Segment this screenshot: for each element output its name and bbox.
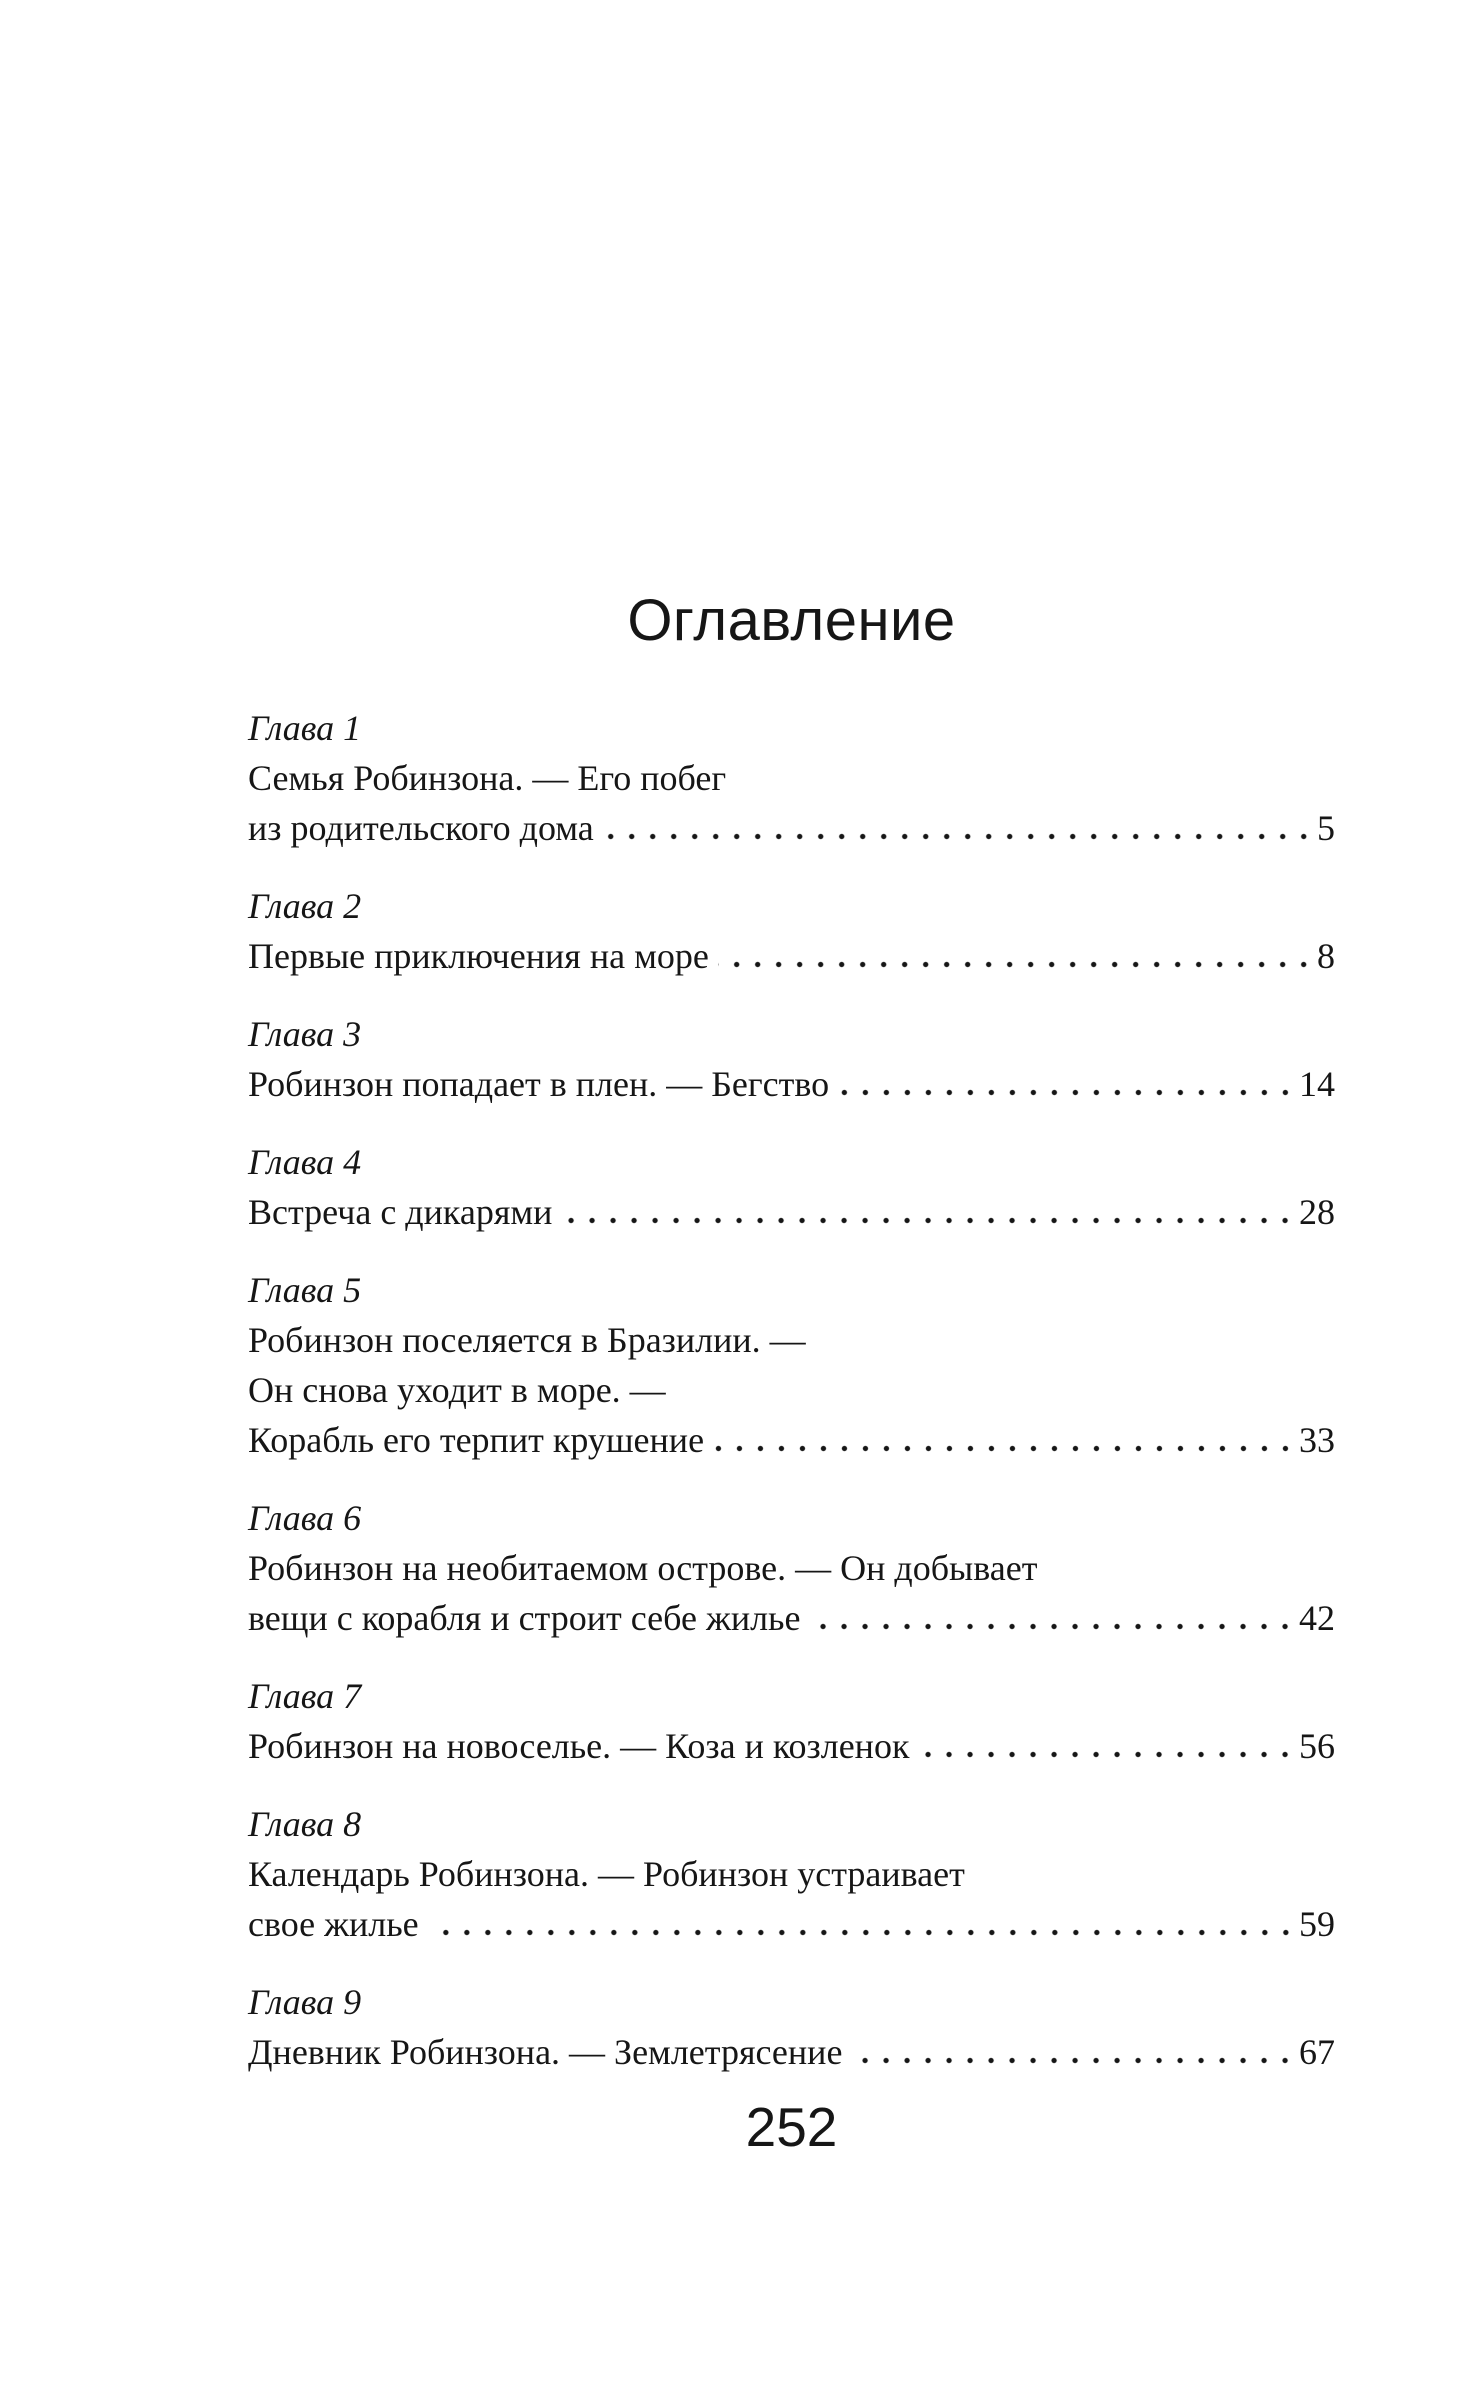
toc-line-with-page: [248, 931, 1335, 981]
toc-page-number: 59: [1299, 1904, 1335, 1944]
dot-leader: [851, 2057, 1296, 2064]
dot-leader: [561, 1217, 1296, 1224]
toc-entry-title: Робинзон попадает в плен. — Бегство: [248, 1064, 830, 1104]
toc-page-number: 8: [1317, 936, 1335, 976]
toc-entry: [248, 1265, 1335, 1465]
toc-wrapped-line: Семья Робинзона. — Его побег: [248, 758, 727, 798]
toc-wrapped-line: Календарь Робинзона. — Робинзон устраивает: [248, 1854, 965, 1894]
dot-leader: [713, 1445, 1296, 1452]
folio-page-number: 252: [745, 2096, 838, 2158]
toc-entry: [248, 1137, 1335, 1237]
toc-line-with-page: [248, 803, 1335, 853]
chapter-heading: Глава 4: [248, 1142, 362, 1182]
toc-line-with-page: [248, 1059, 1335, 1109]
chapter-heading: Глава 6: [248, 1498, 362, 1538]
toc-list: [248, 703, 1335, 2105]
toc-page-number: 33: [1299, 1420, 1335, 1460]
toc-entry: [248, 881, 1335, 981]
toc-page-number: 67: [1299, 2032, 1335, 2072]
dot-leader: [918, 1751, 1296, 1758]
toc-entry: [248, 1799, 1335, 1949]
toc-entry-title: Дневник Робинзона. — Землетрясение: [248, 2032, 843, 2072]
chapter-heading: Глава 2: [248, 886, 362, 926]
toc-entry-title: Робинзон на новоселье. — Коза и козленок: [248, 1726, 910, 1766]
toc-wrapped-line: Он снова уходит в море. —: [248, 1370, 666, 1410]
toc-line-with-page: [248, 1187, 1335, 1237]
toc-page-number: 56: [1299, 1726, 1335, 1766]
toc-page-number: 5: [1317, 808, 1335, 848]
dot-leader: [718, 961, 1314, 968]
toc-page-number: 28: [1299, 1192, 1335, 1232]
page-title: Оглавление: [627, 588, 956, 653]
toc-line-with-page: [248, 1415, 1335, 1465]
toc-entry: [248, 1977, 1335, 2077]
toc-line-with-page: [248, 2027, 1335, 2077]
dot-leader: [428, 1929, 1296, 1936]
chapter-heading: Глава 7: [248, 1676, 362, 1716]
toc-entry-title: Встреча с дикарями: [248, 1192, 553, 1232]
toc-entry-title: свое жилье: [248, 1904, 419, 1944]
dot-leader: [603, 833, 1314, 840]
toc-entry-title: вещи с корабля и строит себе жилье: [248, 1598, 801, 1638]
toc-wrapped-line: Робинзон поселяется в Бразилии. —: [248, 1320, 806, 1360]
toc-line-with-page: [248, 1899, 1335, 1949]
toc-entry: [248, 1493, 1335, 1643]
toc-wrapped-line: Робинзон на необитаемом острове. — Он добывает: [248, 1548, 1038, 1588]
toc-entry: [248, 1009, 1335, 1109]
chapter-heading: Глава 9: [248, 1982, 362, 2022]
chapter-heading: Глава 5: [248, 1270, 362, 1310]
toc-page-number: 42: [1299, 1598, 1335, 1638]
toc-entry-title: Первые приключения на море: [248, 936, 709, 976]
toc-entry-title: Корабль его терпит крушение: [248, 1420, 705, 1460]
chapter-heading: Глава 3: [248, 1014, 362, 1054]
toc-page-number: 14: [1299, 1064, 1335, 1104]
toc-entry: [248, 1671, 1335, 1771]
toc-line-with-page: [248, 1593, 1335, 1643]
dot-leader: [838, 1089, 1296, 1096]
chapter-heading: Глава 8: [248, 1804, 362, 1844]
dot-leader: [809, 1623, 1296, 1630]
toc-entry-title: из родительского дома: [248, 808, 594, 848]
toc-line-with-page: [248, 1721, 1335, 1771]
chapter-heading: Глава 1: [248, 708, 362, 748]
toc-entry: [248, 703, 1335, 853]
